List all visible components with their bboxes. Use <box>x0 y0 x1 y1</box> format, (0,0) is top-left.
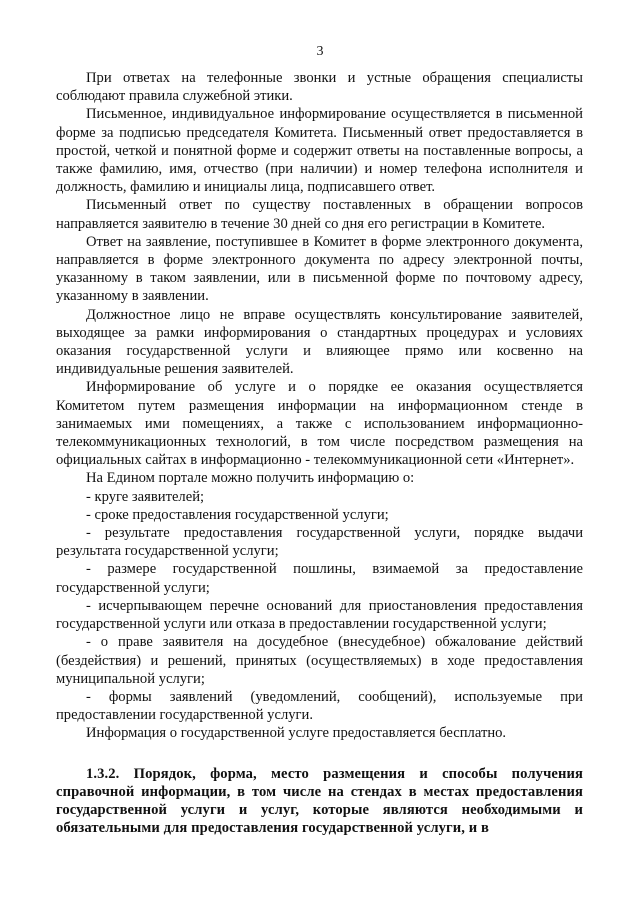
paragraph-phone-ethics: При ответах на телефонные звонки и устные обращения специалисты соблюдают правила служебной этики. <box>56 70 583 105</box>
list-item: - о праве заявителя на досудебное (внесудебное) обжалование действий (бездействия) и решений, принятых (осуществляемых) в ходе предоставления муниципальной услуги; <box>56 634 583 687</box>
paragraph-electronic-answer: Ответ на заявление, поступившее в Комитет в форме электронного документа, направляется в форме электронного документа по адресу электронной почты, указанному в таком заявлении, или в письменной форме по почтовому адресу, указанному в заявлении. <box>56 233 583 305</box>
list-item: - исчерпывающем перечне оснований для приостановления предоставления государственной услуги или отказа в предоставлении государственной услуги; <box>56 597 583 633</box>
list-item: - размере государственной пошлины, взимаемой за предоставление государственной услуги; <box>56 561 583 596</box>
list-item: - результате предоставления государственной услуги, порядке выдачи результата государственной услуги; <box>56 525 583 560</box>
list-item: - сроке предоставления государственной услуги; <box>86 506 389 523</box>
list-item: - формы заявлений (уведомлений, сообщений), используемые при предоставлении государственной услуги. <box>56 688 583 724</box>
paragraph-free-of-charge: Информация о государственной услуге предоставляется бесплатно. <box>86 725 507 742</box>
paragraph-service-informing: Информирование об услуге и о порядке ее оказания осуществляется Комитетом путем размещения информации на информационном стенде в занимаемых ими помещениях, а также с использованием информационно-телекоммуникационных технологий, в том числе посредством размещения на официальных сайтах в информационно - телекоммуникационной сети «Интернет». <box>56 379 583 469</box>
paragraph-consulting-limits: Должностное лицо не вправе осуществлять консультирование заявителей, выходящее за рамки информирования о стандартных процедурах и условиях оказания государственной услуги и влияющее прямо или косвенно на индивидуальные решения заявителей. <box>56 306 583 378</box>
paragraph-written-informing: Письменное, индивидуальное информирование осуществляется в письменной форме за подписью председателя Комитета. Письменный ответ предоставляется в простой, четкой и понятной форме и содержит ответы на поставленные вопросы, а также фамилию, имя, отчество (при наличии) и номер телефона исполнителя и должность, фамилию и инициалы лица, подписавшего ответ. <box>56 106 583 196</box>
section-heading: 1.3.2. Порядок, форма, место размещения и способы получения справочной информации, в том числе на стендах в местах предоставления государственной услуги и услуг, которые являются необходимыми и обязательными для предоставления государственной услуги, и в <box>56 765 583 837</box>
page-number: 3 <box>316 44 324 59</box>
paragraph-written-answer-deadline: Письменный ответ по существу поставленных в обращении вопросов направляется заявителю в течение 30 дней со дня его регистрации в Комитете. <box>56 197 583 232</box>
list-item: - круге заявителей; <box>86 488 205 505</box>
document-body <box>56 69 583 837</box>
paragraph-portal-intro: На Едином портале можно получить информацию о: <box>86 470 415 487</box>
